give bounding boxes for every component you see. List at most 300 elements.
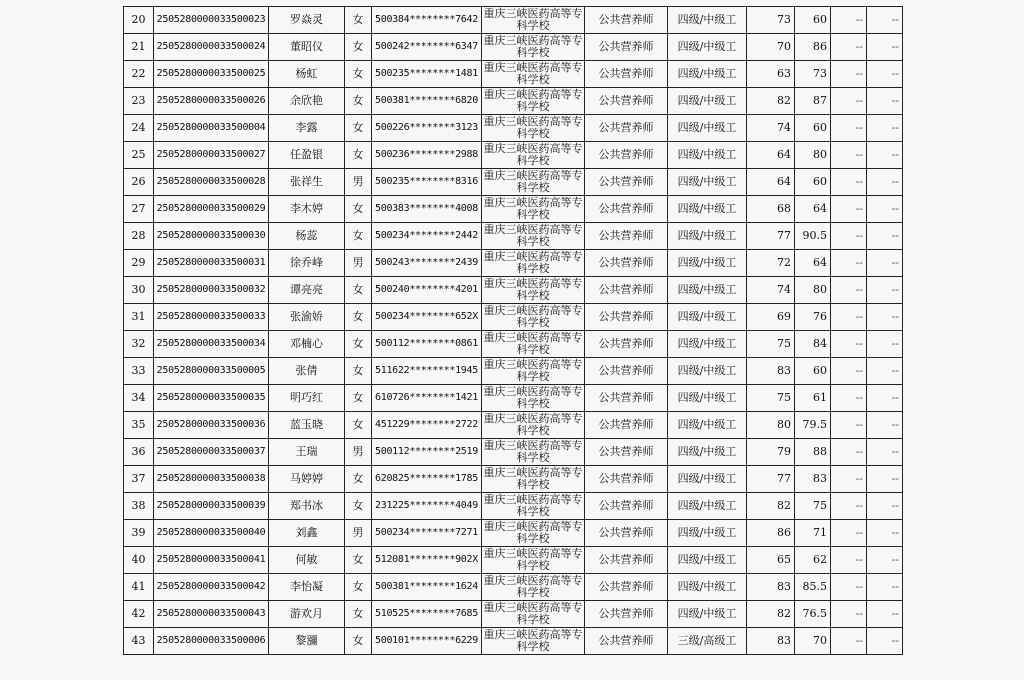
- level-cell: 四级/中级工: [668, 61, 747, 88]
- sex-cell: 女: [345, 61, 372, 88]
- extra-score-cell-1: --: [831, 61, 867, 88]
- theory-score-cell: 83: [747, 574, 795, 601]
- sex-cell: 女: [345, 115, 372, 142]
- name-cell: 徐乔峰: [269, 250, 345, 277]
- extra-score-cell-1: --: [831, 223, 867, 250]
- name-cell: 蓝玉晓: [269, 412, 345, 439]
- certificate-number-cell: 2505280000033500041: [154, 547, 269, 574]
- certificate-number-cell: 2505280000033500038: [154, 466, 269, 493]
- school-cell: 重庆三峡医药高等专科学校: [483, 466, 583, 491]
- school-cell: 重庆三峡医药高等专科学校: [483, 493, 583, 518]
- occupation-cell: 公共营养师: [585, 601, 668, 628]
- sex-cell: 女: [345, 331, 372, 358]
- skill-score-cell: 79.5: [795, 412, 831, 439]
- results-table: [123, 6, 903, 655]
- certificate-number-cell: 2505280000033500028: [154, 169, 269, 196]
- theory-score-cell: 64: [747, 169, 795, 196]
- occupation-cell: 公共营养师: [585, 466, 668, 493]
- sex-cell: 女: [345, 34, 372, 61]
- occupation-cell: 公共营养师: [585, 358, 668, 385]
- certificate-number-cell: 2505280000033500037: [154, 439, 269, 466]
- row-number-cell: 39: [124, 520, 154, 547]
- row-number-cell: 33: [124, 358, 154, 385]
- theory-score-cell: 82: [747, 493, 795, 520]
- row-number-cell: 21: [124, 34, 154, 61]
- extra-score-cell-2: --: [867, 520, 903, 547]
- occupation-cell: 公共营养师: [585, 61, 668, 88]
- row-number-cell: 20: [124, 7, 154, 34]
- extra-score-cell-2: --: [867, 277, 903, 304]
- skill-score-cell: 80: [795, 277, 831, 304]
- table-row: [124, 88, 903, 115]
- school-cell: 重庆三峡医药高等专科学校: [483, 601, 583, 626]
- sex-cell: 女: [345, 142, 372, 169]
- extra-score-cell-2: --: [867, 169, 903, 196]
- extra-score-cell-1: --: [831, 358, 867, 385]
- level-cell: 四级/中级工: [668, 520, 747, 547]
- level-cell: 四级/中级工: [668, 304, 747, 331]
- extra-score-cell-1: --: [831, 493, 867, 520]
- name-cell: 黎瀰: [269, 628, 345, 655]
- school-cell: 重庆三峡医药高等专科学校: [483, 61, 583, 86]
- extra-score-cell-2: --: [867, 466, 903, 493]
- id-number-cell: 620825********1785: [372, 466, 482, 493]
- table-row: [124, 385, 903, 412]
- sex-cell: 女: [345, 412, 372, 439]
- table-row: [124, 466, 903, 493]
- table-row: [124, 223, 903, 250]
- id-number-cell: 500240********4201: [372, 277, 482, 304]
- name-cell: 李怡凝: [269, 574, 345, 601]
- table-row: [124, 34, 903, 61]
- extra-score-cell-2: --: [867, 250, 903, 277]
- occupation-cell: 公共营养师: [585, 304, 668, 331]
- theory-score-cell: 82: [747, 601, 795, 628]
- skill-score-cell: 80: [795, 142, 831, 169]
- extra-score-cell-2: --: [867, 88, 903, 115]
- skill-score-cell: 62: [795, 547, 831, 574]
- skill-score-cell: 60: [795, 169, 831, 196]
- occupation-cell: 公共营养师: [585, 547, 668, 574]
- id-number-cell: 500381********1624: [372, 574, 482, 601]
- row-number-cell: 36: [124, 439, 154, 466]
- sex-cell: 女: [345, 358, 372, 385]
- table-row: [124, 547, 903, 574]
- id-number-cell: 500235********1481: [372, 61, 482, 88]
- table-row: [124, 601, 903, 628]
- school-cell: 重庆三峡医药高等专科学校: [483, 520, 583, 545]
- id-number-cell: 500226********3123: [372, 115, 482, 142]
- row-number-cell: 37: [124, 466, 154, 493]
- theory-score-cell: 65: [747, 547, 795, 574]
- extra-score-cell-1: --: [831, 88, 867, 115]
- table-body: [124, 7, 903, 655]
- sex-cell: 女: [345, 223, 372, 250]
- extra-score-cell-1: --: [831, 412, 867, 439]
- skill-score-cell: 76: [795, 304, 831, 331]
- sex-cell: 女: [345, 493, 372, 520]
- skill-score-cell: 85.5: [795, 574, 831, 601]
- skill-score-cell: 83: [795, 466, 831, 493]
- level-cell: 四级/中级工: [668, 142, 747, 169]
- certificate-number-cell: 2505280000033500005: [154, 358, 269, 385]
- sex-cell: 女: [345, 385, 372, 412]
- extra-score-cell-2: --: [867, 628, 903, 655]
- certificate-number-cell: 2505280000033500035: [154, 385, 269, 412]
- occupation-cell: 公共营养师: [585, 412, 668, 439]
- id-number-cell: 451229********2722: [372, 412, 482, 439]
- level-cell: 四级/中级工: [668, 169, 747, 196]
- row-number-cell: 25: [124, 142, 154, 169]
- id-number-cell: 610726********1421: [372, 385, 482, 412]
- certificate-number-cell: 2505280000033500029: [154, 196, 269, 223]
- id-number-cell: 231225********4049: [372, 493, 482, 520]
- skill-score-cell: 60: [795, 358, 831, 385]
- table-row: [124, 439, 903, 466]
- extra-score-cell-1: --: [831, 601, 867, 628]
- level-cell: 四级/中级工: [668, 601, 747, 628]
- extra-score-cell-1: --: [831, 304, 867, 331]
- row-number-cell: 22: [124, 61, 154, 88]
- id-number-cell: 500234********2442: [372, 223, 482, 250]
- sex-cell: 女: [345, 196, 372, 223]
- table-row: [124, 196, 903, 223]
- school-cell: 重庆三峡医药高等专科学校: [483, 250, 583, 275]
- name-cell: 王瑞: [269, 439, 345, 466]
- table-row: [124, 331, 903, 358]
- theory-score-cell: 83: [747, 358, 795, 385]
- name-cell: 杨虹: [269, 61, 345, 88]
- row-number-cell: 26: [124, 169, 154, 196]
- level-cell: 四级/中级工: [668, 547, 747, 574]
- name-cell: 张祥生: [269, 169, 345, 196]
- theory-score-cell: 68: [747, 196, 795, 223]
- theory-score-cell: 69: [747, 304, 795, 331]
- extra-score-cell-2: --: [867, 358, 903, 385]
- sex-cell: 女: [345, 88, 372, 115]
- id-number-cell: 500243********2439: [372, 250, 482, 277]
- table-row: [124, 358, 903, 385]
- extra-score-cell-2: --: [867, 115, 903, 142]
- theory-score-cell: 86: [747, 520, 795, 547]
- level-cell: 四级/中级工: [668, 358, 747, 385]
- row-number-cell: 31: [124, 304, 154, 331]
- extra-score-cell-2: --: [867, 196, 903, 223]
- school-cell: 重庆三峡医药高等专科学校: [483, 385, 583, 410]
- level-cell: 四级/中级工: [668, 466, 747, 493]
- row-number-cell: 42: [124, 601, 154, 628]
- occupation-cell: 公共营养师: [585, 574, 668, 601]
- certificate-number-cell: 2505280000033500030: [154, 223, 269, 250]
- extra-score-cell-2: --: [867, 601, 903, 628]
- row-number-cell: 23: [124, 88, 154, 115]
- skill-score-cell: 76.5: [795, 601, 831, 628]
- name-cell: 谭亮亮: [269, 277, 345, 304]
- extra-score-cell-2: --: [867, 223, 903, 250]
- skill-score-cell: 75: [795, 493, 831, 520]
- school-cell: 重庆三峡医药高等专科学校: [483, 547, 583, 572]
- certificate-number-cell: 2505280000033500042: [154, 574, 269, 601]
- sex-cell: 女: [345, 628, 372, 655]
- school-cell: 重庆三峡医药高等专科学校: [483, 574, 583, 599]
- id-number-cell: 500236********2988: [372, 142, 482, 169]
- sex-cell: 女: [345, 574, 372, 601]
- name-cell: 杨蕊: [269, 223, 345, 250]
- table-row: [124, 169, 903, 196]
- name-cell: 邓楠心: [269, 331, 345, 358]
- occupation-cell: 公共营养师: [585, 493, 668, 520]
- level-cell: 四级/中级工: [668, 493, 747, 520]
- id-number-cell: 500234********7271: [372, 520, 482, 547]
- skill-score-cell: 73: [795, 61, 831, 88]
- school-cell: 重庆三峡医药高等专科学校: [483, 7, 583, 32]
- extra-score-cell-2: --: [867, 574, 903, 601]
- table-row: [124, 412, 903, 439]
- row-number-cell: 24: [124, 115, 154, 142]
- sex-cell: 男: [345, 439, 372, 466]
- certificate-number-cell: 2505280000033500034: [154, 331, 269, 358]
- certificate-number-cell: 2505280000033500040: [154, 520, 269, 547]
- row-number-cell: 28: [124, 223, 154, 250]
- row-number-cell: 38: [124, 493, 154, 520]
- row-number-cell: 32: [124, 331, 154, 358]
- table-row: [124, 61, 903, 88]
- sex-cell: 男: [345, 169, 372, 196]
- theory-score-cell: 75: [747, 385, 795, 412]
- occupation-cell: 公共营养师: [585, 439, 668, 466]
- id-number-cell: 500112********2519: [372, 439, 482, 466]
- extra-score-cell-1: --: [831, 466, 867, 493]
- table-row: [124, 574, 903, 601]
- occupation-cell: 公共营养师: [585, 7, 668, 34]
- school-cell: 重庆三峡医药高等专科学校: [483, 439, 583, 464]
- certificate-number-cell: 2505280000033500039: [154, 493, 269, 520]
- id-number-cell: 500101********6229: [372, 628, 482, 655]
- extra-score-cell-2: --: [867, 34, 903, 61]
- table-row: [124, 115, 903, 142]
- school-cell: 重庆三峡医药高等专科学校: [483, 304, 583, 329]
- level-cell: 四级/中级工: [668, 223, 747, 250]
- level-cell: 四级/中级工: [668, 439, 747, 466]
- id-number-cell: 500234********652X: [372, 304, 482, 331]
- extra-score-cell-1: --: [831, 115, 867, 142]
- id-number-cell: 500384********7642: [372, 7, 482, 34]
- school-cell: 重庆三峡医药高等专科学校: [483, 358, 583, 383]
- id-number-cell: 511622********1945: [372, 358, 482, 385]
- skill-score-cell: 60: [795, 7, 831, 34]
- extra-score-cell-2: --: [867, 304, 903, 331]
- occupation-cell: 公共营养师: [585, 142, 668, 169]
- extra-score-cell-1: --: [831, 7, 867, 34]
- row-number-cell: 35: [124, 412, 154, 439]
- extra-score-cell-1: --: [831, 277, 867, 304]
- certificate-number-cell: 2505280000033500004: [154, 115, 269, 142]
- extra-score-cell-1: --: [831, 574, 867, 601]
- skill-score-cell: 84: [795, 331, 831, 358]
- skill-score-cell: 60: [795, 115, 831, 142]
- sex-cell: 女: [345, 304, 372, 331]
- level-cell: 四级/中级工: [668, 412, 747, 439]
- sex-cell: 女: [345, 466, 372, 493]
- row-number-cell: 29: [124, 250, 154, 277]
- extra-score-cell-1: --: [831, 250, 867, 277]
- theory-score-cell: 70: [747, 34, 795, 61]
- name-cell: 李露: [269, 115, 345, 142]
- table-row: [124, 277, 903, 304]
- name-cell: 张倩: [269, 358, 345, 385]
- level-cell: 四级/中级工: [668, 196, 747, 223]
- name-cell: 余欣艳: [269, 88, 345, 115]
- skill-score-cell: 86: [795, 34, 831, 61]
- table-row: [124, 628, 903, 655]
- extra-score-cell-2: --: [867, 7, 903, 34]
- theory-score-cell: 82: [747, 88, 795, 115]
- extra-score-cell-2: --: [867, 331, 903, 358]
- certificate-number-cell: 2505280000033500025: [154, 61, 269, 88]
- skill-score-cell: 90.5: [795, 223, 831, 250]
- table-row: [124, 142, 903, 169]
- level-cell: 四级/中级工: [668, 250, 747, 277]
- extra-score-cell-1: --: [831, 439, 867, 466]
- theory-score-cell: 74: [747, 115, 795, 142]
- id-number-cell: 500383********4008: [372, 196, 482, 223]
- occupation-cell: 公共营养师: [585, 250, 668, 277]
- extra-score-cell-2: --: [867, 412, 903, 439]
- skill-score-cell: 88: [795, 439, 831, 466]
- name-cell: 董昭仪: [269, 34, 345, 61]
- school-cell: 重庆三峡医药高等专科学校: [483, 115, 583, 140]
- name-cell: 游欢月: [269, 601, 345, 628]
- skill-score-cell: 61: [795, 385, 831, 412]
- name-cell: 郑书冰: [269, 493, 345, 520]
- occupation-cell: 公共营养师: [585, 331, 668, 358]
- table-row: [124, 520, 903, 547]
- extra-score-cell-1: --: [831, 385, 867, 412]
- school-cell: 重庆三峡医药高等专科学校: [483, 169, 583, 194]
- level-cell: 四级/中级工: [668, 34, 747, 61]
- id-number-cell: 512081********902X: [372, 547, 482, 574]
- level-cell: 四级/中级工: [668, 115, 747, 142]
- theory-score-cell: 77: [747, 223, 795, 250]
- id-number-cell: 500381********6820: [372, 88, 482, 115]
- school-cell: 重庆三峡医药高等专科学校: [483, 88, 583, 113]
- theory-score-cell: 77: [747, 466, 795, 493]
- school-cell: 重庆三峡医药高等专科学校: [483, 277, 583, 302]
- extra-score-cell-1: --: [831, 547, 867, 574]
- name-cell: 张渝娇: [269, 304, 345, 331]
- school-cell: 重庆三峡医药高等专科学校: [483, 34, 583, 59]
- occupation-cell: 公共营养师: [585, 169, 668, 196]
- sex-cell: 女: [345, 601, 372, 628]
- name-cell: 任盈银: [269, 142, 345, 169]
- certificate-number-cell: 2505280000033500006: [154, 628, 269, 655]
- occupation-cell: 公共营养师: [585, 520, 668, 547]
- extra-score-cell-1: --: [831, 628, 867, 655]
- sex-cell: 男: [345, 250, 372, 277]
- certificate-number-cell: 2505280000033500033: [154, 304, 269, 331]
- skill-score-cell: 70: [795, 628, 831, 655]
- occupation-cell: 公共营养师: [585, 223, 668, 250]
- table-row: [124, 7, 903, 34]
- name-cell: 马婷婷: [269, 466, 345, 493]
- level-cell: 四级/中级工: [668, 88, 747, 115]
- sex-cell: 女: [345, 7, 372, 34]
- id-number-cell: 500242********6347: [372, 34, 482, 61]
- occupation-cell: 公共营养师: [585, 115, 668, 142]
- level-cell: 四级/中级工: [668, 385, 747, 412]
- extra-score-cell-1: --: [831, 169, 867, 196]
- table-row: [124, 250, 903, 277]
- occupation-cell: 公共营养师: [585, 628, 668, 655]
- skill-score-cell: 64: [795, 250, 831, 277]
- certificate-number-cell: 2505280000033500031: [154, 250, 269, 277]
- theory-score-cell: 74: [747, 277, 795, 304]
- school-cell: 重庆三峡医药高等专科学校: [483, 412, 583, 437]
- school-cell: 重庆三峡医药高等专科学校: [483, 331, 583, 356]
- certificate-number-cell: 2505280000033500036: [154, 412, 269, 439]
- certificate-number-cell: 2505280000033500032: [154, 277, 269, 304]
- certificate-number-cell: 2505280000033500026: [154, 88, 269, 115]
- school-cell: 重庆三峡医药高等专科学校: [483, 223, 583, 248]
- name-cell: 罗焱灵: [269, 7, 345, 34]
- certificate-number-cell: 2505280000033500043: [154, 601, 269, 628]
- table-row: [124, 304, 903, 331]
- occupation-cell: 公共营养师: [585, 385, 668, 412]
- extra-score-cell-1: --: [831, 196, 867, 223]
- theory-score-cell: 80: [747, 412, 795, 439]
- id-number-cell: 510525********7685: [372, 601, 482, 628]
- skill-score-cell: 87: [795, 88, 831, 115]
- skill-score-cell: 64: [795, 196, 831, 223]
- row-number-cell: 27: [124, 196, 154, 223]
- name-cell: 李木婷: [269, 196, 345, 223]
- school-cell: 重庆三峡医药高等专科学校: [483, 196, 583, 221]
- id-number-cell: 500112********0861: [372, 331, 482, 358]
- id-number-cell: 500235********8316: [372, 169, 482, 196]
- table-row: [124, 493, 903, 520]
- extra-score-cell-1: --: [831, 142, 867, 169]
- row-number-cell: 34: [124, 385, 154, 412]
- skill-score-cell: 71: [795, 520, 831, 547]
- extra-score-cell-2: --: [867, 142, 903, 169]
- theory-score-cell: 75: [747, 331, 795, 358]
- theory-score-cell: 63: [747, 61, 795, 88]
- level-cell: 三级/高级工: [668, 628, 747, 655]
- row-number-cell: 41: [124, 574, 154, 601]
- theory-score-cell: 64: [747, 142, 795, 169]
- level-cell: 四级/中级工: [668, 7, 747, 34]
- extra-score-cell-1: --: [831, 331, 867, 358]
- certificate-number-cell: 2505280000033500023: [154, 7, 269, 34]
- certificate-number-cell: 2505280000033500024: [154, 34, 269, 61]
- sex-cell: 女: [345, 547, 372, 574]
- extra-score-cell-2: --: [867, 439, 903, 466]
- school-cell: 重庆三峡医药高等专科学校: [483, 142, 583, 167]
- extra-score-cell-2: --: [867, 493, 903, 520]
- occupation-cell: 公共营养师: [585, 196, 668, 223]
- occupation-cell: 公共营养师: [585, 88, 668, 115]
- theory-score-cell: 83: [747, 628, 795, 655]
- extra-score-cell-2: --: [867, 61, 903, 88]
- level-cell: 四级/中级工: [668, 277, 747, 304]
- sex-cell: 女: [345, 277, 372, 304]
- theory-score-cell: 79: [747, 439, 795, 466]
- name-cell: 明巧红: [269, 385, 345, 412]
- name-cell: 何敏: [269, 547, 345, 574]
- occupation-cell: 公共营养师: [585, 277, 668, 304]
- theory-score-cell: 73: [747, 7, 795, 34]
- certificate-number-cell: 2505280000033500027: [154, 142, 269, 169]
